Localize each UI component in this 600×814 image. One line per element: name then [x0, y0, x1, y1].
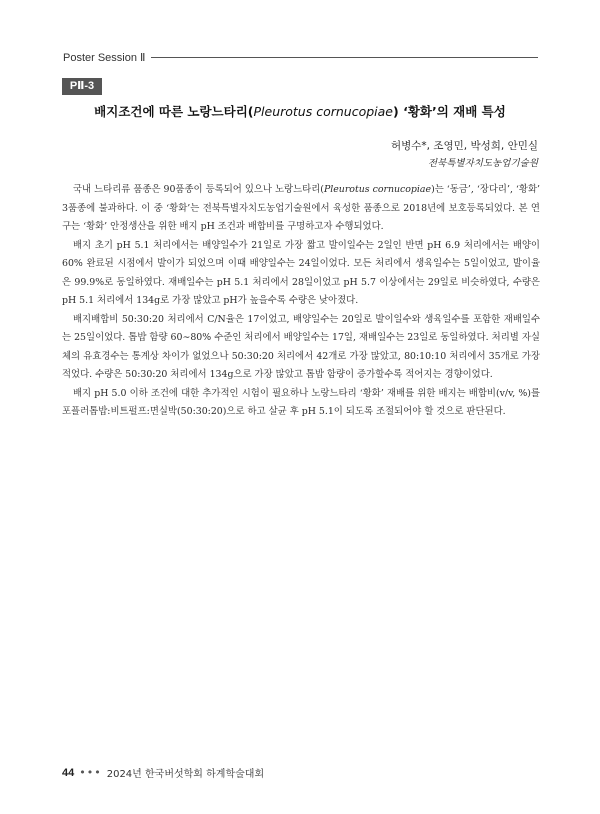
affiliation: 전북특별자치도농업기술원: [427, 158, 538, 169]
abstract-body: [62, 181, 540, 422]
paragraph-ph-results: 배지 초기 pH 5.1 처리에서는 배양일수가 21일로 가장 짧고 발이일수는 2일인 반면 pH 6.9 처리에서는 배양이 60% 완료된 시점에서 발이가 되었으며 이때 배양일수는 24일이었다. 모든 처리에서 생육일수는 5일이었고, 발이율은 99.9%로 동일하였다. 재배일수는 pH 5.1 처리에서 28일이었고 pH 5.7 이상에서는 29일로 비슷하였다, 수량은 pH 5.1 처리에서 134g로 가장 많았고 pH가 높을수록 수량은 낮아졌다.: [62, 239, 540, 306]
session-header: [63, 51, 538, 64]
title-scientific-name: Pleurotus cornucopiae: [253, 104, 394, 119]
paragraph-mix-results: 배지배합비 50:30:20 처리에서 C/N율은 17이었고, 배양일수는 20일로 발이일수와 생육일수를 포함한 재배일수는 25일이었다. 톱밥 함량 60∼80% 수준인 처리에서 배양일수는 17일, 재배일수는 23일로 동일하였다. 처리별 자실체의 유효경수는 통계상 차이가 없었으나 50:30:20 처리에서 42개로 가장 많았고, 80:10:10 처리에서 35개로 가장 적었다. 수량은 50:30:20 처리에서 134g으로 가장 많았고 톱밥 함량이 증가할수록 적어지는 경향이었다.: [62, 313, 540, 380]
paragraph-conclusion: 배지 pH 5.0 이하 조건에 대한 추가적인 시험이 필요하나 노랑느타리 ‘황화’ 재배를 위한 배지는 배합비(v/v, %)를 포플러톱밥:비트펄프:면실박(50:30:20)으로 하고 살균 후 pH 5.1이 되도록 조절되어야 할 것으로 판단된다.: [62, 387, 540, 417]
title-part-2: ) ‘황화’의 재배 특성: [393, 104, 506, 119]
page-number: 44: [62, 766, 75, 779]
poster-id-badge: PⅡ-3: [62, 78, 102, 95]
paragraph-intro-text-b: )는 ‘동금’, ‘장다리’, ‘황화’ 3품종에 불과하다. 이 중 ‘황화’는 전북특별자치도농업기술원에서 육성한 품종으로 2018년에 보호등록되었다. 본 연구는 ‘황화’ 안정생산을 위한 배지 pH 조건과 배합비를 구명하고자 수행되었다.: [62, 184, 541, 232]
authors: 허병수*, 조영민, 박성희, 안민실: [391, 140, 538, 152]
footer-dots: •••: [79, 766, 102, 779]
paragraph-intro: [62, 181, 540, 237]
session-label: Poster Session Ⅱ: [63, 52, 146, 64]
paragraph-intro-scientific-name: Pleurotus cornucopiae: [323, 184, 432, 195]
paper-title: [0, 102, 600, 120]
page-footer: [62, 765, 264, 780]
title-part-1: 배지조건에 따른 노랑느타리(: [94, 104, 254, 119]
paragraph-intro-text-a: 국내 느타리류 품종은 90품종이 등록되어 있으나 노랑느타리(: [73, 184, 324, 195]
conference-name: 2024년 한국버섯학회 하계학술대회: [106, 769, 265, 780]
header-rule: [151, 57, 538, 58]
